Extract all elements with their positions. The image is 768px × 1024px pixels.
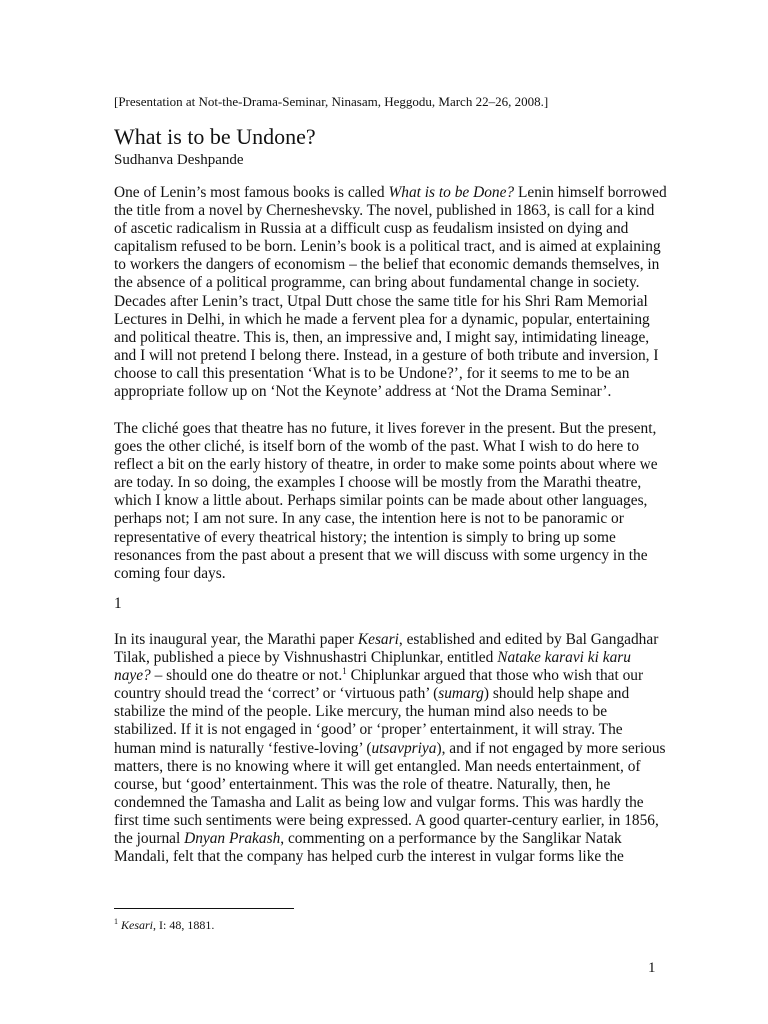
text-line [114, 420, 658, 438]
text-line [114, 848, 666, 866]
footnote-number: 1 [114, 917, 118, 926]
text-run: of ascetic radicalism in Russia at a difficult cusp as feudalism insisted on dying and [114, 220, 629, 238]
text-run: , commenting on a performance by the Sanglikar Natak [280, 830, 622, 848]
paragraph-1 [114, 184, 667, 401]
text-run: – should one do theatre or not. [150, 667, 343, 685]
text-run: Lectures in Delhi, in which he made a fervent plea for a dynamic, popular, entertaining [114, 310, 650, 328]
text-line [114, 510, 658, 528]
text-run: human mind is naturally ‘festive-loving’ ( [114, 739, 372, 757]
text-run: condemned the Tamasha and Lalit as being low and vulgar forms. This was hardly the [114, 793, 644, 811]
text-run: goes the other cliché, is itself born of the womb of the past. What I wish to do here to [114, 438, 640, 456]
text-line [114, 220, 667, 238]
text-line [114, 184, 667, 202]
italic-text: Kesari [357, 631, 399, 648]
text-run: Decades after Lenin’s tract, Utpal Dutt chose the same title for his Shri Ram Memorial [114, 292, 648, 310]
text-run: The cliché goes that theatre has no future, it lives forever in the present. But the present, [114, 420, 657, 437]
text-run: the journal [114, 830, 185, 848]
text-run: the absence of a political programme, can bring about fundamental change in society. [114, 274, 640, 292]
text-line [114, 667, 666, 685]
text-line [114, 721, 666, 739]
text-line [114, 794, 666, 812]
text-run: and I will not pretend I belong there. Instead, in a gesture of both tribute and inversion, I [114, 346, 659, 364]
section-number: 1 [114, 595, 122, 612]
text-line [114, 329, 667, 347]
text-run: are today. In so doing, the examples I choose will be mostly from the Marathi theatre, [114, 474, 642, 492]
text-run: Mandali, felt that the company has helped curb the interest in vulgar forms like the [114, 848, 624, 866]
text-line [114, 492, 658, 510]
text-run: Chiplunkar argued that those who wish that our [346, 667, 644, 685]
text-line [114, 238, 667, 256]
italic-text: utsavpriya [371, 739, 437, 757]
text-run: matters, there is no knowing where it will get entangled. Man needs entertainment, of [114, 757, 641, 775]
text-run: One of Lenin’s most famous books is called [114, 184, 389, 201]
text-line [114, 438, 658, 456]
document-title: What is to be Undone? [114, 124, 316, 149]
text-run: country should tread the ‘correct’ or ‘virtuous path’ ( [114, 685, 439, 703]
text-run: perhaps not; I am not sure. In any case, the intention here is not to be panoramic or [114, 510, 624, 528]
italic-text: naye? [114, 667, 151, 685]
text-line [114, 776, 666, 794]
text-run: , established and edited by Bal Gangadhar [398, 631, 659, 648]
italic-text: Dnyan Prakash [184, 830, 281, 848]
footnote-divider [114, 908, 294, 909]
text-run: and political theatre. This is, then, an impressive and, I might say, intimidating lineage, [114, 328, 650, 346]
text-line [114, 565, 658, 583]
paragraph-2 [114, 420, 658, 583]
author-name: Sudhanva Deshpande [114, 152, 244, 168]
footnote-detail: , I: 48, 1881. [153, 918, 215, 932]
text-line [114, 812, 666, 830]
italic-text: Natake karavi ki karu [497, 649, 631, 667]
text-line [114, 202, 667, 220]
text-line [114, 547, 658, 565]
text-line [114, 529, 658, 547]
text-line [114, 631, 666, 649]
text-line [114, 311, 667, 329]
text-run: resonances from the past about a present that we will discuss with some urgency in the [114, 546, 648, 564]
text-line [114, 383, 667, 401]
text-run: appropriate follow up on ‘Not the Keynote’ address at ‘Not the Drama Seminar’. [114, 383, 612, 401]
text-line [114, 758, 666, 776]
text-run: Lenin himself borrowed [514, 184, 667, 201]
text-run: choose to call this presentation ‘What is to be Undone?’, for it seems to me to be an [114, 364, 630, 382]
text-run: reflect a bit on the early history of theatre, in order to make some points about where we [114, 456, 658, 474]
text-line [114, 703, 666, 721]
text-run: ) should help shape and [483, 685, 630, 703]
text-line [114, 740, 666, 758]
footnote-source: Kesari [121, 918, 154, 932]
text-run: to workers the dangers of economism – the belief that economic demands themselves, in [114, 256, 660, 274]
italic-text: What is to be Done? [388, 184, 515, 201]
text-line [114, 474, 658, 492]
text-line [114, 685, 666, 703]
text-run: representative of every theatrical history; the intention is simply to bring up some [114, 528, 616, 546]
presentation-note: [Presentation at Not-the-Drama-Seminar, Ninasam, Heggodu, March 22–26, 2008.] [114, 94, 549, 109]
text-line [114, 256, 667, 274]
text-run: Tilak, published a piece by Vishnushastri Chiplunkar, entitled [114, 649, 498, 667]
text-line [114, 347, 667, 365]
text-run: which I know a little about. Perhaps similar points can be made about other languages, [114, 492, 648, 510]
page-number: 1 [648, 960, 656, 976]
text-line [114, 365, 667, 383]
footnote [114, 918, 214, 933]
text-run: coming four days. [114, 564, 226, 582]
text-run: the title from a novel by Cherneshevsky. The novel, published in 1863, is call for a kind [114, 202, 655, 220]
text-run: stabilized. If it is not engaged in ‘good’ or ‘proper’ entertainment, it will stray. The [114, 721, 623, 739]
text-line [114, 456, 658, 474]
text-line [114, 649, 666, 667]
paragraph-3 [114, 631, 666, 866]
text-run: course, but ‘good’ entertainment. This was the role of theatre. Naturally, then, he [114, 775, 611, 793]
text-line [114, 293, 667, 311]
text-run: ), and if not engaged by more serious [436, 739, 666, 757]
text-run: capitalism refused to be born. Lenin’s book is a political tract, and is aimed at explaining [114, 238, 661, 256]
text-run: In its inaugural year, the Marathi paper [114, 631, 358, 648]
footnote-ref: 1 [342, 666, 347, 677]
text-run: stabilize the mind of the people. Like mercury, the human mind also needs to be [114, 703, 608, 721]
text-line [114, 274, 667, 292]
italic-text: sumarg [438, 685, 484, 703]
text-run: first time such sentiments were being expressed. A good quarter-century earlier, in 1856, [114, 811, 659, 829]
text-line [114, 830, 666, 848]
